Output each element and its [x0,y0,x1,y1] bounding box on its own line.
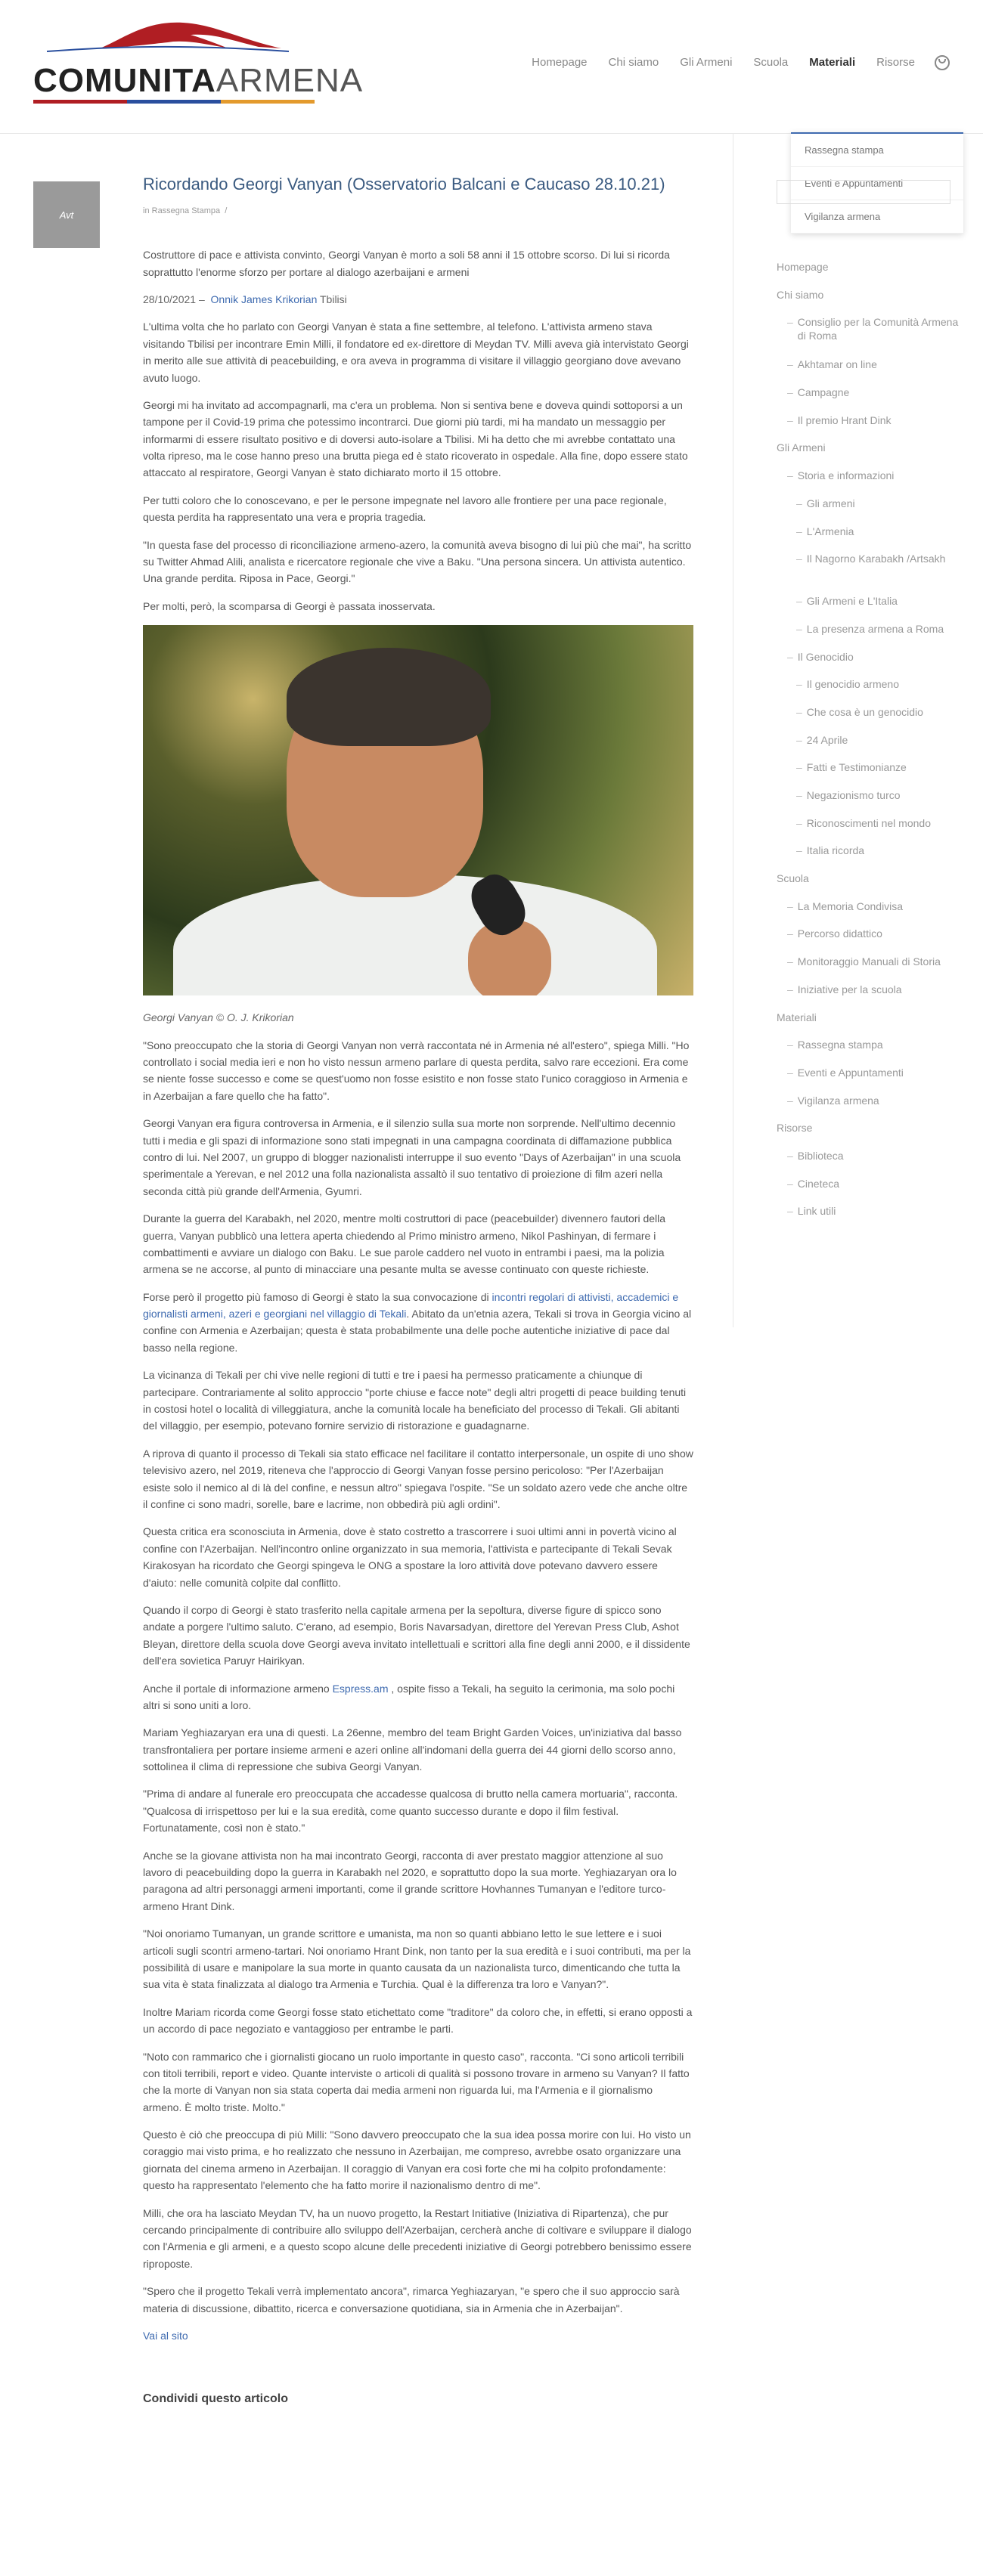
nav-materiali[interactable]: Materiali [809,56,856,69]
paragraph: "Spero che il progetto Tekali verrà implementato ancora", rimarca Yeghiazaryan, "e spero che il suo approccio sarà materia di discussione, dibattito, ricerca e conversazione quotidiana, sia in Armenia che in Azerbaijan". [143,2285,680,2314]
sidebar-item-label: Rassegna stampa [797,1039,883,1051]
dropdown-item-rassegna[interactable]: Rassegna stampa [791,134,963,167]
sidebar-item[interactable] [777,760,962,788]
paragraph: Per molti, però, la scomparsa di Georgi è passata inosservata. [143,599,436,612]
sidebar-item[interactable] [777,413,962,441]
sidebar-item[interactable] [777,899,962,927]
page-title: Ricordando Georgi Vanyan (Osservatorio Balcani e Caucaso 28.10.21) [143,175,665,194]
nav-chi-siamo[interactable]: Chi siamo [608,56,659,69]
sidebar-item[interactable] [777,1094,962,1122]
sidebar-item-label: Materiali [777,1011,817,1023]
sidebar-dash-icon: – [796,761,802,774]
sidebar-item[interactable] [777,1177,962,1205]
paragraph: Durante la guerra del Karabakh, nel 2020, mentre molti costruttori di pace (peacebuilder) divennero fautori della guerra, Vanyan pubblicò una lettera aperta chiedendo al Primo ministro armeno, Nikol Pashinyan, di fermare i combattimenti e avviare un dialogo con Baku. Le sue parole caddero nel vuoto in entrambi i paesi, ma la polizia armena se ne accorse, al punto di minacciare una pesante multa se avesse continuato con queste richieste. [143,1212,666,1276]
sidebar-item[interactable] [777,1204,962,1232]
post-meta: in Rassegna Stampa / [143,206,228,215]
paragraph: Mariam Yeghiazaryan era una di questi. La 26enne, membro del team Bright Garden Voices, un'iniziativa dal basso transfrontaliera per portare insieme armeni e azeri online all'indomani della guerra dei 44 giorni dello scorso anno, sottolinea il clima di repressione che subiva Georgi Vanyan. [143,1726,682,1773]
sidebar-dash-icon: – [796,789,802,801]
sidebar-item-label: Gli armeni [806,497,855,509]
sidebar-dash-icon: – [787,386,793,399]
sidebar-item-label: Homepage [777,261,829,273]
paragraph: A riprova di quanto il processo di Tekali sia stato efficace nel facilitare il contatto interpersonale, un ospite di uno show televisivo azero, nel 2019, riteneva che l'approccio di Georgi Vanyan fosse persino pericoloso: "Per l'Azerbaijan esiste solo il nemico al di là del confine, e nessun altro" spiegava l'ospite. "Se un soldato azero vede che anche oltre il confine ci sono madri, sorelle, bare e lacrime, non obbedirà più agli ordini". [143,1447,693,1510]
sidebar-dash-icon: – [796,622,802,635]
sidebar-item-label: Il genocidio armeno [806,678,899,691]
nav-gli-armeni[interactable]: Gli Armeni [680,56,733,69]
sidebar-item[interactable] [777,1038,962,1066]
sidebar-item-label: Riconoscimenti nel mondo [806,816,931,829]
sidebar-dash-icon: – [787,1039,793,1051]
espress-link[interactable]: Espress.am [332,1682,389,1695]
paragraph: L'ultima volta che ho parlato con Georgi Vanyan è stata a fine settembre, al telefono. L'attivista armeno stava visitando Tbilisi per incontrare Emin Milli, il fondatore ed ex-direttore di Meydan TV. Milli aveva già intervistato Georgi in merito alle sue attività di peacebuilding, e ora aveva in programma di visitare il villaggio georgiano dove avevano avuto luogo. [143,320,689,384]
sidebar-item-label: Biblioteca [797,1149,844,1162]
sidebar-item[interactable] [777,816,962,844]
sidebar-item-label: Campagne [797,386,850,399]
sidebar-dash-icon: – [796,816,802,829]
sidebar-item-label: Che cosa è un genocidio [806,705,923,718]
sidebar-item[interactable] [777,315,962,358]
sidebar-menu [777,260,962,1232]
sidebar-item[interactable] [777,705,962,733]
sidebar-item[interactable] [777,497,962,525]
paragraph: Anche il portale di informazione armeno Espress.am , ospite fisso a Tekali, ha seguito la cerimonia, ma solo pochi altri si sono uniti a loro. [143,1682,675,1711]
sidebar-dash-icon: – [787,927,793,940]
sidebar-item[interactable] [777,552,962,594]
sidebar-item-label: Consiglio per la Comunità Armena di Roma [797,316,959,342]
site-header [0,0,983,134]
sidebar-dash-icon: – [796,844,802,857]
sidebar-item-label: 24 Aprile [806,733,848,746]
sidebar-item-label: Il Genocidio [797,650,854,663]
sidebar-item-label: La Memoria Condivisa [797,899,904,912]
sidebar-item-label: Il Nagorno Karabakh /Artsakh [806,553,946,565]
author-link[interactable]: Onnik James Krikorian [210,293,318,305]
sidebar-item-label: Il premio Hrant Dink [797,413,892,426]
paragraph: Georgi mi ha invitato ad accompagnarli, ma c'era un problema. Non si sentiva bene e doveva quindi sottoporsi a un tampone per il Covid-19 prima che potessimo incontrarci. Due giorni più tardi, mi ha mandato un messaggio per informarmi di essere risultato positivo e di doversi auto-isolare a Tbilisi. Mi ha detto che mi avrebbe contattato una volta ripreso, ma le cose hanno preso una brutta piega ed è stato ricoverato in ospedale. Alla fine, dopo essere stato attaccato al respiratore, Georgi Vanyan è stato dichiarato morto il 15 ottobre. [143,398,688,479]
sidebar-item[interactable] [777,385,962,413]
sidebar-item-label: Link utili [797,1205,836,1218]
sidebar-dash-icon: – [796,678,802,691]
sidebar-item[interactable] [777,594,962,622]
logo-text: COMUNITAARMENA [33,62,364,99]
sidebar-item-label: Risorse [777,1122,813,1135]
sidebar-item[interactable] [777,733,962,761]
nav-homepage[interactable]: Homepage [532,56,588,69]
sidebar-dash-icon: – [796,705,802,718]
sidebar-dash-icon: – [787,413,793,426]
sidebar-item-label: Scuola [777,872,809,885]
sidebar-dash-icon: – [796,497,802,509]
nav-risorse[interactable]: Risorse [876,56,915,69]
paragraph: Milli, che ora ha lasciato Meydan TV, ha un nuovo progetto, la Restart Initiative (Iniziativa di Ripartenza), che pur cercando principalmente di contribuire allo sviluppo dell'Azerbaijan, cercherà anche di coltivare e sviluppare il dialogo con l'Armenia e gli armeni, e a questo scopo alcune delle precedenti iniziative di Georgi potrebbero benissimo essere riproposte. [143,2206,692,2270]
sidebar-dash-icon: – [787,1205,793,1218]
sidebar-item[interactable] [777,1121,962,1149]
sidebar-item[interactable] [777,358,962,385]
photo-caption: Georgi Vanyan © O. J. Krikorian [143,1011,294,1024]
sidebar-item[interactable] [777,1066,962,1094]
sidebar-item[interactable] [777,260,962,288]
sidebar-dash-icon: – [787,983,793,995]
paragraph: Questo è ciò che preoccupa di più Milli: "Sono davvero preoccupato che la sua idea possa morire con lui. Ho visto un coraggio mai visto prima, e ho realizzato che nessuno in Azerbaijan, me compreso, avrebbe osato organizzare una giornata del cinema armeno in Azerbaijan. Il coraggio di Vanyan era così forte che mi ha colpito profondamente: questo ha rappresentato l'elemento che ha fatto morire il nazionalismo dentro di me". [143,2129,691,2192]
nav-scuola[interactable]: Scuola [753,56,789,69]
sidebar-item[interactable] [777,872,962,899]
paragraph: Quando il corpo di Georgi è stato trasferito nella capitale armena per la sepoltura, diverse figure di spicco sono andate a porgere l'ultimo saluto. C'erano, ad esempio, Boris Navarsadyan, direttore del Yerevan Press Club, Ashot Bleyan, direttore della scuola dove Georgi aveva invitato intellettuali e scrittori alla fine degli anni 2000, e il dissidente dell'era sovietica Paruyr Hairikyan. [143,1603,690,1667]
article-intro: Costruttore di pace e attivista convinto, Georgi Vanyan è morto a soli 58 anni il 15 ottobre scorso. Di lui si ricorda soprattutto l'enorme sforzo per portare al dialogo azerbaijani e armeni [143,249,670,278]
site-logo[interactable] [32,17,364,101]
sidebar-item-label: Negazionismo turco [806,789,901,801]
sidebar-item[interactable] [777,441,962,469]
paragraph: "Noi onoriamo Tumanyan, un grande scrittore e umanista, ma non so quanti abbiano letto le sue lettere e i suoi articoli sugli scontri armeno-tartari. Noi onoriamo Hrant Dink, non tanto per la sua eredità e i suoi contributi, ma per la possibilità di usare e manipolare la sua morte in quanto causata da un nazionalista turco, dimenticando che tutta la sua vita è stata finalizzata al dialogo tra Armenia e Turchia. Qual è la differenza tra loro e Vanyan?". [143,1927,691,1991]
sidebar-dash-icon: – [787,316,793,329]
dropdown-item-eventi[interactable]: Eventi e Appuntamenti [791,167,963,200]
sidebar-item[interactable] [777,525,962,553]
sidebar-dash-icon: – [796,595,802,608]
share-title: Condividi questo articolo [143,2392,289,2406]
sidebar-item[interactable] [777,288,962,316]
paragraph: Georgi Vanyan era figura controversa in Armenia, e il silenzio sulla sua morte non sorprende. Nell'ultimo decennio tutti i media e gli spazi di informazione sono stati impegnati in una campagna coordinata di diffamazione pubblica contro di lui. Nel 2007, un gruppo di blogger nazionalisti interruppe il suo evento "Days of Azerbaijan" in una scuola sperimentale a Yerevan, e nel 2012 una folla nazionalista assaltò il suo tentativo di proiezione di film azeri nella seconda città più grande dell'Armenia, Gyumri. [143,1117,681,1197]
sidebar-item[interactable] [777,844,962,872]
search-input[interactable] [777,180,950,204]
sidebar-item[interactable] [777,650,962,678]
paragraph: Inoltre Mariam ricorda come Georgi fosse stato etichettato come "traditore" da coloro che, in effetti, si erano opposti a un accordo di pace negoziato e vantaggioso per entrambe le parti. [143,2005,693,2036]
logo-color-bar [33,100,315,104]
sidebar-item[interactable] [777,622,962,650]
source-site-link[interactable]: Vai al sito [143,2330,188,2342]
sidebar-dash-icon: – [787,1177,793,1190]
author-avatar: Avt [33,181,100,248]
sidebar-item-label: Eventi e Appuntamenti [797,1066,904,1079]
paragraph: Per tutti coloro che lo conoscevano, e per le persone impegnate nel lavoro alle frontiere per una pace regionale, questa perdita ha rappresentato una vera e propria tragedia. [143,494,667,524]
sidebar-dash-icon: – [796,525,802,537]
sidebar-item[interactable] [777,1149,962,1177]
paragraph: "In questa fase del processo di riconciliazione armeno-azero, la comunità aveva bisogno di lui più che mai", ha scritto su Twitter Ahmad Alili, analista e ricercatore regionale che vive a Baku. "Una persona sincera. Un attivista autentico. Una grande perdita. Riposa in Pace, Georgi." [143,538,692,585]
sidebar-item-label: Iniziative per la scuola [797,983,902,995]
article-photo [143,625,693,995]
paragraph: Questa critica era sconosciuta in Armenia, dove è stato costretto a trascorrere i suoi ultimi anni in povertà vicino al confine con l'Azerbaijan. Nell'incontro online organizzato in sua memoria, l'attivista e partecipante di Tekali Sevak Kirakosyan ha ricordato che Georgi spingeva le ONG a spostare la loro attività dove potevano davvero essere d'aiuto: nelle comunità colpite dal conflitto. [143,1525,677,1589]
main-nav [521,56,950,71]
sidebar-item[interactable] [777,983,962,1011]
sidebar-item-label: Gli Armeni [777,441,826,454]
sidebar-dash-icon: – [787,1094,793,1107]
sidebar-dash-icon: – [787,899,793,912]
article [143,174,693,2409]
sidebar-dash-icon: – [787,469,793,482]
sidebar-item-label: Akhtamar on line [797,358,877,371]
dropdown-item-vigilanza[interactable]: Vigilanza armena [791,200,963,234]
sidebar-item-label: Storia e informazioni [797,469,895,482]
sidebar-item[interactable] [777,927,962,955]
paragraph: Anche se la giovane attivista non ha mai incontrato Georgi, racconta di aver prestato maggior attenzione al suo lavoro di peacebuilding dopo la guerra in Karabakh nel 2020, e soprattutto dopo la sua morte. Yeghiazaryan ora lo paragona ad altri personaggi armeni importanti, come il grande scrittore Hovhannes Tumanyan e l'editore turco-armeno Hrant Dink. [143,1849,677,1912]
sidebar-dash-icon: – [787,650,793,663]
sidebar-item[interactable] [777,677,962,705]
sidebar-item-label: Gli Armeni e L'Italia [806,595,898,608]
tekali-link[interactable]: incontri regolari di attivisti, accademici e giornalisti armeni, azeri e georgiani nel villaggio di Tekali [143,1290,679,1321]
paragraph: Forse però il progetto più famoso di Georgi è stato la sua convocazione di incontri regolari di attivisti, accademici e giornalisti armeni, azeri e georgiani nel villaggio di Tekali. Abitato da un'etnia azera, Tekali si trova in Georgia vicino al confine con Armenia e Azerbaijan; questa è stata probabilmente una delle poche autentiche iniziative di pace dal basso nella regione. [143,1290,692,1354]
sidebar-item-label: Vigilanza armena [797,1094,879,1107]
sidebar-dash-icon: – [787,1149,793,1162]
sidebar-item-label: Monitoraggio Manuali di Storia [797,955,941,968]
sidebar-dash-icon: – [796,553,802,565]
sidebar-item[interactable] [777,788,962,816]
sidebar-item[interactable] [777,955,962,983]
sidebar-item[interactable] [777,469,962,497]
sidebar-item-label: La presenza armena a Roma [806,622,944,635]
sidebar-item-label: Italia ricorda [806,844,865,857]
sidebar-item-label: L'Armenia [806,525,854,537]
sidebar-item-label: Cineteca [797,1177,840,1190]
sidebar-dash-icon: – [787,358,793,371]
sidebar-item[interactable] [777,1011,962,1039]
sidebar-dash-icon: – [796,733,802,746]
user-icon[interactable] [935,55,950,70]
sidebar-dash-icon: – [787,1066,793,1079]
sidebar-dash-icon: – [787,955,793,968]
paragraph: La vicinanza di Tekali per chi vive nelle regioni di tutti e tre i paesi ha permesso praticamente a chiunque di partecipare. Contrariamente al solito approccio "porte chiuse e facce note" degli altri progetti di peace building tenuti in costosi hotel o località di villeggiatura, anche la comunità locale ha beneficiato del processo di Tekali. Gli abitanti del villaggio, per esempio, potevano fornire servizio di ristorazione e guadagnarne. [143,1369,687,1432]
paragraph: "Sono preoccupato che la storia di Georgi Vanyan non verrà raccontata né in Armenia né all'estero", spiega Milli. "Ho controllato i social media ieri e non ho visto nessun armeno parlare di questa perdita, salvo rare eccezioni. Era come se niente fosse successo e come se quest'uomo non fosse esistito e non fosse stato l'unico coraggioso in Armenia e in Azerbaijan a fare quello che ha fatto". [143,1039,690,1102]
byline: 28/10/2021 – Onnik James Krikorian Tbilisi [143,293,347,305]
paragraph: "Noto con rammarico che i giornalisti giocano un ruolo importante in questo caso", racconta. "Ci sono articoli terribili con titoli terribili, report e video. Quante interviste o articoli di qualità si possono trovare in armeno su Vanyan? Il fatto che la morte di Vanyan non sia stata coperta dai media armeni non riguarda lui, ma l'Armenia e il giornalismo armeno. È molto triste. Molto." [143,2050,690,2113]
sidebar-item-label: Chi siamo [777,288,824,301]
category-link[interactable]: Rassegna Stampa [151,206,221,215]
sidebar-item-label: Percorso didattico [797,927,882,940]
sidebar-item-label: Fatti e Testimonianze [806,761,907,774]
paragraph: "Prima di andare al funerale ero preoccupata che accadesse qualcosa di brutto nella camera mortuaria", racconta. "Qualcosa di irrispettoso per lui e la sua eredità, come quanto successo durante e dopo il film festival. Fortunatamente, così non è stato." [143,1788,678,1834]
